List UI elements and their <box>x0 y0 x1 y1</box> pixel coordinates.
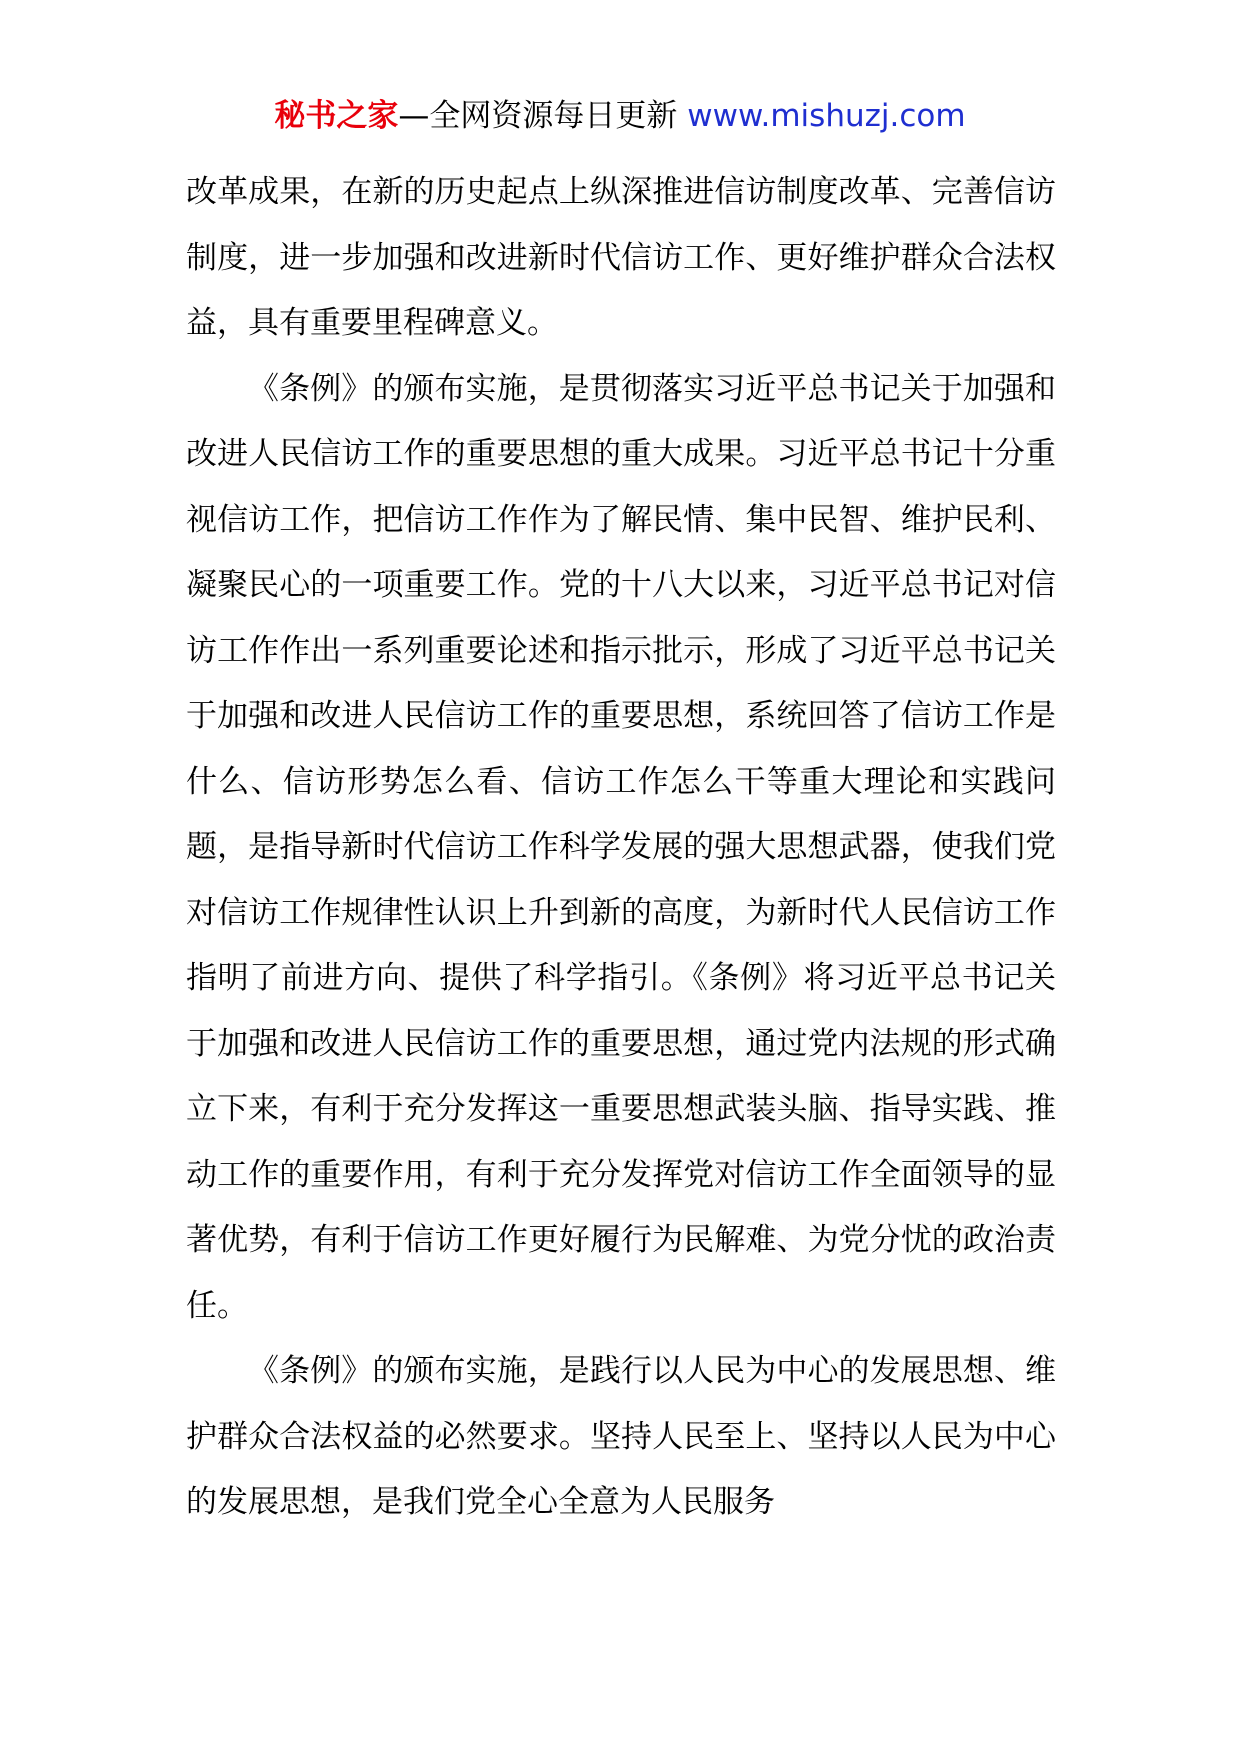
site-tagline: —全网资源每日更新 <box>398 98 688 134</box>
site-brand: 秘书之家 <box>274 98 399 134</box>
site-url-link[interactable]: www.mishuzj.com <box>687 98 966 134</box>
paragraph: 《条例》的颁布实施，是践行以人民为中心的发展思想、维护群众合法权益的必然要求。坚持人民至上、坚持以人民为中心的发展思想，是我们党全心全意为人民服务 <box>186 1353 1056 1520</box>
document-body <box>186 160 1056 1536</box>
site-header <box>0 96 1240 136</box>
paragraph: 《条例》的颁布实施，是贯彻落实习近平总书记关于加强和改进人民信访工作的重要思想的重大成果。习近平总书记十分重视信访工作，把信访工作作为了解民情、集中民智、维护民利、凝聚民心的一项重要工作。党的十八大以来，习近平总书记对信访工作作出一系列重要论述和指示批示，形成了习近平总书记关于加强和改进人民信访工作的重要思想，系统回答了信访工作是什么、信访形势怎么看、信访工作怎么干等重大理论和实践问题，是指导新时代信访工作科学发展的强大思想武器，使我们党对信访工作规律性认识上升到新的高度，为新时代人民信访工作指明了前进方向、提供了科学指引。《条例》将习近平总书记关于加强和改进人民信访工作的重要思想，通过党内法规的形式确立下来，有利于充分发挥这一重要思想武装头脑、指导实践、推动工作的重要作用，有利于充分发挥党对信访工作全面领导的显著优势，有利于信访工作更好履行为民解难、为党分忧的政治责任。 <box>186 370 1056 1324</box>
paragraph-continuation: 改革成果，在新的历史起点上纵深推进信访制度改革、完善信访制度，进一步加强和改进新时代信访工作、更好维护群众合法权益，具有重要里程碑意义。 <box>186 174 1056 341</box>
